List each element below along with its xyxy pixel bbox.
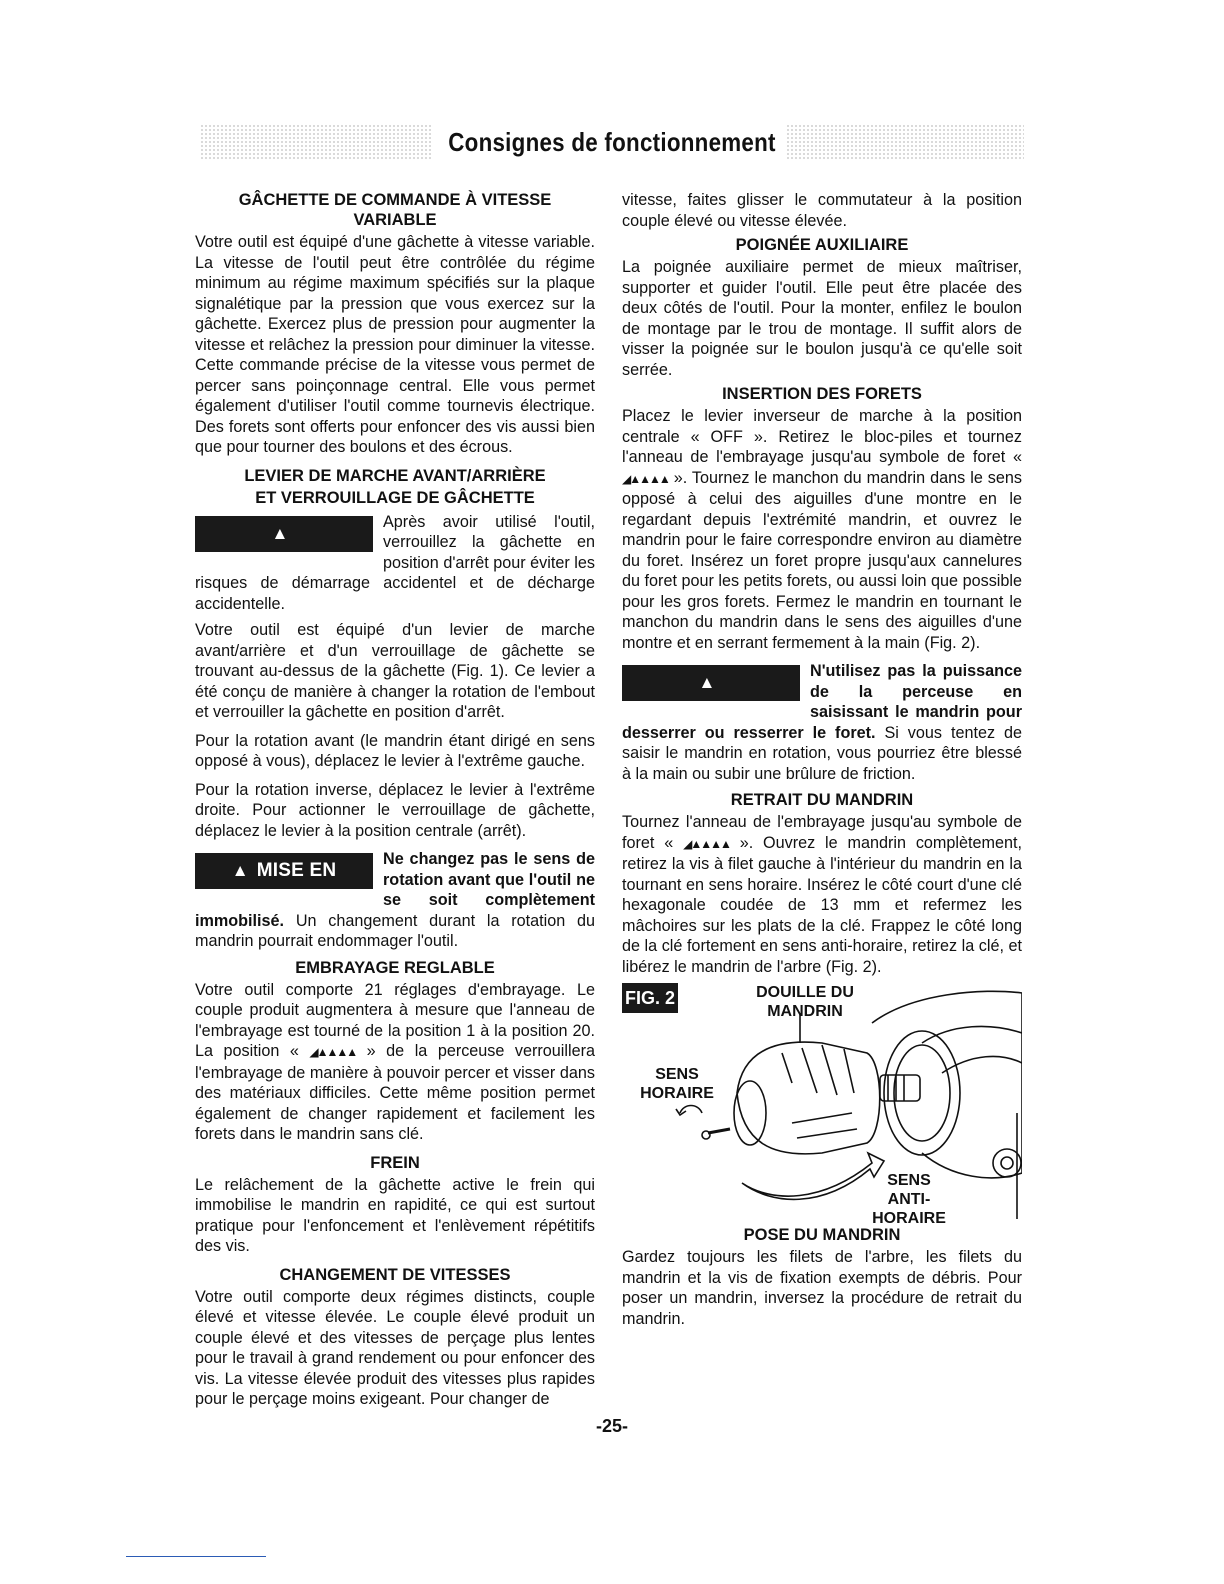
bit-text-a: Placez le levier inverseur de marche à la position centrale « OFF ». Retirez le bloc-piles et tournez l'anneau de l'embrayage jusqu'au symbole de foret «	[622, 407, 1022, 466]
figure-2	[622, 983, 1022, 1227]
caution-badge	[195, 853, 373, 917]
warning-block	[622, 661, 1022, 784]
page-header	[200, 124, 1024, 160]
warning-badge	[195, 516, 373, 580]
left-column	[195, 190, 595, 1418]
caution-block	[195, 849, 595, 952]
caution-rest: Un changement durant la rotation du mandrin pourrait endommager l'outil.	[195, 911, 595, 950]
clutch-text-b: » de la perceuse verrouillera l'embrayage de manière à pouvoir percer et visser dans des matériaux difficiles. Cette même position permet également de changer rapidement et facilement les forets dans le mandrin sans clé.	[195, 1042, 595, 1143]
paragraph-variable-speed: Votre outil est équipé d'une gâchette à vitesse variable. La vitesse de l'outil peut être contrôlée du régime minimum au régime maximum spécifiés sur la plaque signalétique par la pression que vous exercez sur la gâchette. Exercez plus de pression pour augmenter la vitesse et relâchez la pression pour diminuer la vitesse. Cette commande précise de la vitesse vous permet de percer sans poinçonnage central. Elle vous permet également d'utiliser l'outil comme tournevis électrique. Des forets sont offerts pour enfoncer des vis aussi bien que pour tourner des boulons et des écrous.	[195, 233, 595, 456]
paragraph-lever: Votre outil est équipé d'un levier de marche avant/arrière et d'un verrouillage de gâchette se trouvant au-dessus de la gâchette (Fig. 1). Ce levier a été conçu de manière à changer la rotation de l'embout et verrouiller la gâchette en position d'arrêt.	[195, 621, 595, 721]
warning-badge-label: AVERTISSEMENT	[202, 558, 366, 580]
page-title: Consignes de fonctionnement	[448, 127, 776, 157]
heading-bit-insertion: INSERTION DES FORETS	[722, 385, 922, 403]
heading-clutch: EMBRAYAGE REGLABLE	[295, 958, 495, 977]
right-column	[622, 190, 1022, 1337]
paragraph-speed-change-cont: vitesse, faites glisser le commutateur à la position couple élevé ou vitesse élevée.	[622, 191, 1022, 230]
warning-text: Après avoir utilisé l'outil, verrouillez la gâchette en position d'arrêt pour éviter les risques de démarrage accidentel et de décharge accidentelle.	[195, 512, 595, 613]
heading-trigger-lock: ET VERROUILLAGE DE GÂCHETTE	[255, 488, 535, 507]
label-sleeve-line1: DOUILLE DU	[756, 984, 854, 1001]
paragraph-clutch	[195, 980, 595, 1145]
bit-text-b: ». Tournez le manchon du mandrin dans le sens opposé à celui des aiguilles d'une montre en le regardant depuis l'extrémité mandrin, et ouvrez le mandrin pour le faire correspondre environ au diamètre du foret. Insérez un foret propre jusqu'aux cannelures du foret pour les petits forets, ou aussi loin que possible pour les gros forets. Fermez le mandrin en tournant le manchon du mandrin dans le sens des aiguilles d'une montre et en serrant fermement à la main (Fig. 2).	[622, 468, 1022, 652]
clutch-text-a: Votre outil comporte 21 réglages d'embrayage. Le couple produit augmentera à mesure que l'anneau de l'embrayage est tourné de la position 1 à la position 20. La position «	[195, 980, 595, 1060]
label-ccw-line1: SENS	[887, 1172, 931, 1189]
removal-text-b: ». Ouvrez le mandrin complètement, retirez la vis à filet gauche à l'intérieur du mandrin en la tournant en sens horaire. Insérez le côté court d'une clé hexagonale coudée de 13 mm et refermez les mâchoires sur les plats de la clé. Frappez le côté long de la clé fortement en sens anti-horaire, retirez la clé, et libérez le mandrin de l'arbre (Fig. 2).	[622, 833, 1022, 976]
heading-aux-handle: POIGNÉE AUXILIAIRE	[735, 236, 909, 254]
paragraph-reverse-rotation: Pour la rotation inverse, déplacez le levier à l'extrême droite. Pour actionner le verrouillage de gâchette, déplacez le levier à la position centrale (arrêt).	[195, 780, 595, 840]
heading-forward-reverse: LEVIER DE MARCHE AVANT/ARRIÈRE	[244, 466, 546, 485]
chuck-sleeve	[737, 1042, 880, 1154]
warning-bold: N'utilisez pas la puissance de la perceuse en saisissant le mandrin pour desserrer ou resserrer le foret.	[622, 662, 1022, 742]
paragraph-speed-change: Votre outil comporte deux régimes distincts, couple élevé et vitesse élevée. Le couple élevé produit un couple élevé et des vitesses de perçage plus lentes pour le travail à grand rendement ou pour enfoncer des vis. La vitesse élevée produit des vitesses plus rapides pour le perçage moins exigeant. Pour changer de	[195, 1287, 595, 1408]
heading-variable-speed: GÂCHETTE DE COMMANDE À VITESSE VARIABLE	[238, 191, 552, 229]
screw	[708, 1129, 730, 1133]
heading-brake: FREIN	[370, 1153, 420, 1172]
warning-triangle-icon: ▲	[271, 523, 289, 543]
warning-triangle-icon: ▲	[231, 861, 249, 880]
drill-mode-icon: ◢▲▲▲▲	[622, 471, 669, 486]
page-number: -25-	[595, 1416, 628, 1436]
paragraph-bit-insertion	[622, 406, 1022, 653]
drill-mode-icon: ◢▲▲▲▲	[309, 1045, 357, 1059]
caution-badge-label: MISE EN GARDE	[249, 860, 337, 917]
paragraph-forward-rotation: Pour la rotation avant (le mandrin étant dirigé en sens opposé à vous), déplacez le levier à l'extrême gauche.	[195, 731, 595, 770]
paragraph-aux-handle: La poignée auxiliaire permet de mieux maîtriser, supporter et guider l'outil. Elle peut être placée des deux côtés de l'outil. Pour la monter, enfilez le boulon de montage par le trou de montage. Il suffit alors de visser la poignée sur le boulon jusqu'à ce qu'elle soit serrée.	[622, 258, 1022, 379]
spindle	[880, 1075, 920, 1101]
footer-rule	[126, 1556, 266, 1557]
label-cw-line2: HORAIRE	[640, 1085, 714, 1102]
label-chuck-sleeve	[750, 983, 860, 1021]
paragraph-chuck-removal	[622, 812, 1022, 977]
warning-block	[195, 512, 595, 615]
caution-bold: Ne changez pas le sens de rotation avant que l'outil ne se soit complètement immobilisé.	[195, 850, 595, 930]
warning-badge	[622, 665, 800, 729]
heading-chuck-removal: RETRAIT DU MANDRIN	[730, 791, 914, 809]
label-ccw-line2: ANTI-HORAIRE	[872, 1191, 946, 1227]
figure-badge: FIG. 2	[622, 983, 678, 1013]
label-clockwise	[632, 1065, 722, 1103]
heading-chuck-install: POSE DU MANDRIN	[743, 1226, 901, 1244]
paragraph-chuck-install: Gardez toujours les filets de l'arbre, les filets du mandrin et la vis de fixation exempts de débris. Pour poser un mandrin, inversez la procédure de retrait du mandrin.	[622, 1248, 1022, 1328]
heading-speed-change: CHANGEMENT DE VITESSES	[279, 1265, 511, 1284]
label-counterclockwise	[854, 1171, 964, 1228]
label-cw-line1: SENS	[655, 1066, 699, 1083]
paragraph-brake: Le relâchement de la gâchette active le frein qui immobilise le mandrin en rapidité, ce qui est surtout pratique pour l'enfoncement et l'enlèvement répétitifs des vis.	[195, 1175, 595, 1255]
removal-text-a: Tournez l'anneau de l'embrayage jusqu'au symbole de foret «	[622, 813, 1022, 852]
warning-rest: Si vous tentez de saisir le mandrin en rotation, vous pourriez être blessé à la main ou subir une brûlure de friction.	[622, 723, 1022, 783]
drill-mode-icon: ◢▲▲▲▲	[683, 836, 730, 851]
warning-badge-label: AVERTISSEMENT	[629, 708, 793, 729]
warning-triangle-icon: ▲	[698, 673, 716, 692]
label-sleeve-line2: MANDRIN	[767, 1003, 843, 1020]
